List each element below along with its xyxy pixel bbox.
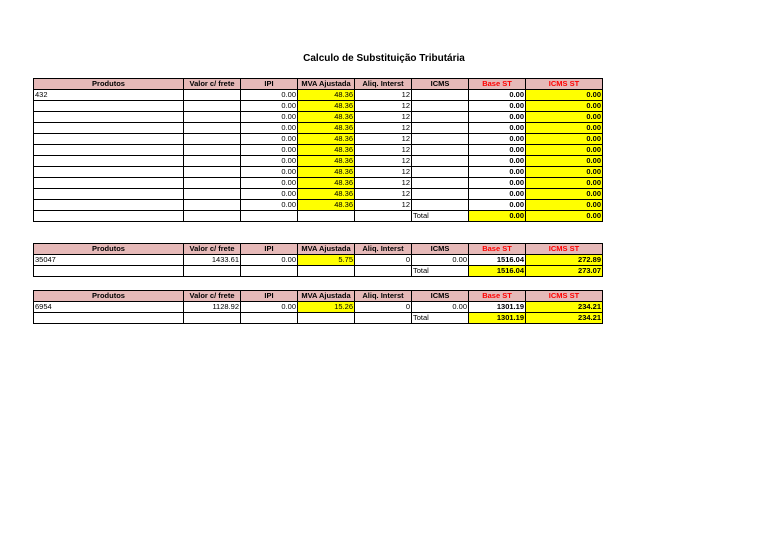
total-base-st: 0.00	[469, 211, 526, 222]
empty-cell	[34, 266, 184, 277]
cell-base[interactable]: 1516.04	[469, 255, 526, 266]
table-row	[34, 200, 603, 211]
empty-cell	[355, 313, 412, 324]
cell-icmsst[interactable]: 0.00	[526, 178, 603, 189]
cell-icmsst[interactable]: 0.00	[526, 167, 603, 178]
table-row	[34, 90, 603, 101]
cell-icms[interactable]	[412, 123, 469, 134]
cell-icms[interactable]	[412, 134, 469, 145]
total-icms-st: 234.21	[526, 313, 603, 324]
empty-cell	[241, 266, 298, 277]
empty-cell	[241, 211, 298, 222]
cell-icmsst[interactable]: 0.00	[526, 134, 603, 145]
total-row	[34, 211, 603, 222]
cell-mva[interactable]: 48.36	[298, 101, 355, 112]
cell-icms[interactable]	[412, 200, 469, 211]
cell-aliq[interactable]: 12	[355, 123, 412, 134]
cell-produto[interactable]: 35047	[34, 255, 184, 266]
cell-base[interactable]: 0.00	[469, 178, 526, 189]
table-row	[34, 123, 603, 134]
header-cell: IPI	[241, 291, 298, 302]
cell-produto[interactable]: 432	[34, 90, 184, 101]
cell-produto[interactable]: 6954	[34, 302, 184, 313]
cell-ipi[interactable]: 0.00	[241, 123, 298, 134]
cell-valor[interactable]	[184, 101, 241, 112]
cell-aliq[interactable]: 0	[355, 255, 412, 266]
empty-cell	[298, 266, 355, 277]
cell-produto[interactable]	[34, 200, 184, 211]
header-cell: Produtos	[34, 244, 184, 255]
cell-valor[interactable]	[184, 200, 241, 211]
cell-aliq[interactable]: 12	[355, 101, 412, 112]
cell-base[interactable]: 1301.19	[469, 302, 526, 313]
cell-base[interactable]: 0.00	[469, 90, 526, 101]
cell-ipi[interactable]: 0.00	[241, 178, 298, 189]
cell-mva[interactable]: 48.36	[298, 123, 355, 134]
empty-cell	[355, 266, 412, 277]
table-row	[34, 178, 603, 189]
header-cell: ICMS	[412, 79, 469, 90]
cell-valor[interactable]	[184, 189, 241, 200]
cell-aliq[interactable]: 12	[355, 90, 412, 101]
cell-mva[interactable]: 15.26	[298, 302, 355, 313]
cell-aliq[interactable]: 12	[355, 200, 412, 211]
header-cell: ICMS ST	[526, 244, 603, 255]
cell-icms[interactable]	[412, 90, 469, 101]
header-cell: Produtos	[34, 79, 184, 90]
cell-valor[interactable]	[184, 145, 241, 156]
cell-aliq[interactable]: 0	[355, 302, 412, 313]
header-cell: ICMS ST	[526, 79, 603, 90]
cell-icmsst[interactable]: 272.89	[526, 255, 603, 266]
header-cell: ICMS	[412, 291, 469, 302]
table-row	[34, 134, 603, 145]
cell-ipi[interactable]: 0.00	[241, 167, 298, 178]
empty-cell	[34, 313, 184, 324]
cell-mva[interactable]: 48.36	[298, 200, 355, 211]
cell-ipi[interactable]: 0.00	[241, 90, 298, 101]
empty-cell	[34, 211, 184, 222]
cell-aliq[interactable]: 12	[355, 156, 412, 167]
empty-cell	[355, 211, 412, 222]
cell-icmsst[interactable]: 0.00	[526, 200, 603, 211]
total-icms-st: 0.00	[526, 211, 603, 222]
empty-cell	[298, 211, 355, 222]
cell-icmsst[interactable]: 0.00	[526, 112, 603, 123]
cell-icms[interactable]	[412, 178, 469, 189]
cell-icmsst[interactable]: 0.00	[526, 90, 603, 101]
cell-produto[interactable]	[34, 101, 184, 112]
cell-icms[interactable]	[412, 189, 469, 200]
header-row	[34, 79, 603, 90]
table-row	[34, 101, 603, 112]
cell-ipi[interactable]: 0.00	[241, 101, 298, 112]
cell-ipi[interactable]: 0.00	[241, 189, 298, 200]
cell-mva[interactable]: 5.75	[298, 255, 355, 266]
cell-icms[interactable]: 0.00	[412, 302, 469, 313]
cell-ipi[interactable]: 0.00	[241, 200, 298, 211]
cell-icmsst[interactable]: 0.00	[526, 101, 603, 112]
total-icms-st: 273.07	[526, 266, 603, 277]
header-cell: Aliq. Interst	[355, 244, 412, 255]
cell-produto[interactable]	[34, 178, 184, 189]
cell-mva[interactable]: 48.36	[298, 167, 355, 178]
cell-mva[interactable]: 48.36	[298, 189, 355, 200]
cell-ipi[interactable]: 0.00	[241, 134, 298, 145]
table-row	[34, 302, 603, 313]
cell-base[interactable]: 0.00	[469, 134, 526, 145]
cell-aliq[interactable]: 12	[355, 112, 412, 123]
header-cell: MVA Ajustada	[298, 79, 355, 90]
cell-valor[interactable]	[184, 178, 241, 189]
total-row	[34, 313, 603, 324]
header-cell: MVA Ajustada	[298, 291, 355, 302]
cell-aliq[interactable]: 12	[355, 167, 412, 178]
cell-icms[interactable]	[412, 167, 469, 178]
header-cell: MVA Ajustada	[298, 244, 355, 255]
cell-base[interactable]: 0.00	[469, 189, 526, 200]
total-label: Total	[412, 313, 469, 324]
cell-aliq[interactable]: 12	[355, 178, 412, 189]
empty-cell	[241, 313, 298, 324]
cell-valor[interactable]	[184, 90, 241, 101]
table-1	[33, 78, 603, 222]
cell-produto[interactable]	[34, 112, 184, 123]
empty-cell	[184, 211, 241, 222]
header-cell: Aliq. Interst	[355, 291, 412, 302]
cell-mva[interactable]: 48.36	[298, 156, 355, 167]
cell-mva[interactable]: 48.36	[298, 112, 355, 123]
cell-ipi[interactable]: 0.00	[241, 156, 298, 167]
header-cell: ICMS	[412, 244, 469, 255]
table-row	[34, 189, 603, 200]
total-row	[34, 266, 603, 277]
total-label: Total	[412, 266, 469, 277]
empty-cell	[298, 313, 355, 324]
header-cell: Aliq. Interst	[355, 79, 412, 90]
header-cell: Valor c/ frete	[184, 291, 241, 302]
cell-valor[interactable]	[184, 112, 241, 123]
cell-aliq[interactable]: 12	[355, 189, 412, 200]
empty-cell	[184, 266, 241, 277]
cell-ipi[interactable]: 0.00	[241, 145, 298, 156]
cell-aliq[interactable]: 12	[355, 145, 412, 156]
header-cell: Base ST	[469, 291, 526, 302]
header-cell: Valor c/ frete	[184, 79, 241, 90]
table-3	[33, 290, 603, 324]
cell-icmsst[interactable]: 0.00	[526, 189, 603, 200]
cell-icmsst[interactable]: 0.00	[526, 156, 603, 167]
cell-mva[interactable]: 48.36	[298, 90, 355, 101]
cell-valor[interactable]: 1128.92	[184, 302, 241, 313]
total-label: Total	[412, 211, 469, 222]
cell-mva[interactable]: 48.36	[298, 145, 355, 156]
cell-ipi[interactable]: 0.00	[241, 302, 298, 313]
header-cell: ICMS ST	[526, 291, 603, 302]
cell-mva[interactable]: 48.36	[298, 134, 355, 145]
cell-base[interactable]: 0.00	[469, 112, 526, 123]
cell-icms[interactable]: 0.00	[412, 255, 469, 266]
header-row	[34, 291, 603, 302]
cell-icmsst[interactable]: 234.21	[526, 302, 603, 313]
cell-produto[interactable]	[34, 134, 184, 145]
cell-valor[interactable]: 1433.61	[184, 255, 241, 266]
cell-produto[interactable]	[34, 167, 184, 178]
header-cell: Base ST	[469, 79, 526, 90]
header-cell: IPI	[241, 244, 298, 255]
header-row	[34, 244, 603, 255]
cell-icms[interactable]	[412, 145, 469, 156]
header-cell: Produtos	[34, 291, 184, 302]
cell-valor[interactable]	[184, 167, 241, 178]
header-cell: IPI	[241, 79, 298, 90]
cell-base[interactable]: 0.00	[469, 145, 526, 156]
table-2	[33, 243, 603, 277]
header-cell: Valor c/ frete	[184, 244, 241, 255]
cell-base[interactable]: 0.00	[469, 167, 526, 178]
cell-valor[interactable]	[184, 134, 241, 145]
sheet-title: Calculo de Substituição Tributária	[303, 53, 465, 64]
cell-icmsst[interactable]: 0.00	[526, 145, 603, 156]
cell-produto[interactable]	[34, 156, 184, 167]
cell-valor[interactable]	[184, 123, 241, 134]
empty-cell	[184, 313, 241, 324]
total-base-st: 1516.04	[469, 266, 526, 277]
table-row	[34, 167, 603, 178]
cell-base[interactable]: 0.00	[469, 123, 526, 134]
cell-base[interactable]: 0.00	[469, 101, 526, 112]
table-row	[34, 145, 603, 156]
table-row	[34, 255, 603, 266]
cell-ipi[interactable]: 0.00	[241, 255, 298, 266]
cell-base[interactable]: 0.00	[469, 200, 526, 211]
cell-mva[interactable]: 48.36	[298, 178, 355, 189]
cell-ipi[interactable]: 0.00	[241, 112, 298, 123]
cell-aliq[interactable]: 12	[355, 134, 412, 145]
header-cell: Base ST	[469, 244, 526, 255]
cell-base[interactable]: 0.00	[469, 156, 526, 167]
cell-icms[interactable]	[412, 156, 469, 167]
cell-icms[interactable]	[412, 101, 469, 112]
cell-valor[interactable]	[184, 156, 241, 167]
cell-produto[interactable]	[34, 189, 184, 200]
table-row	[34, 156, 603, 167]
cell-icmsst[interactable]: 0.00	[526, 123, 603, 134]
total-base-st: 1301.19	[469, 313, 526, 324]
table-row	[34, 112, 603, 123]
cell-produto[interactable]	[34, 145, 184, 156]
cell-produto[interactable]	[34, 123, 184, 134]
cell-icms[interactable]	[412, 112, 469, 123]
